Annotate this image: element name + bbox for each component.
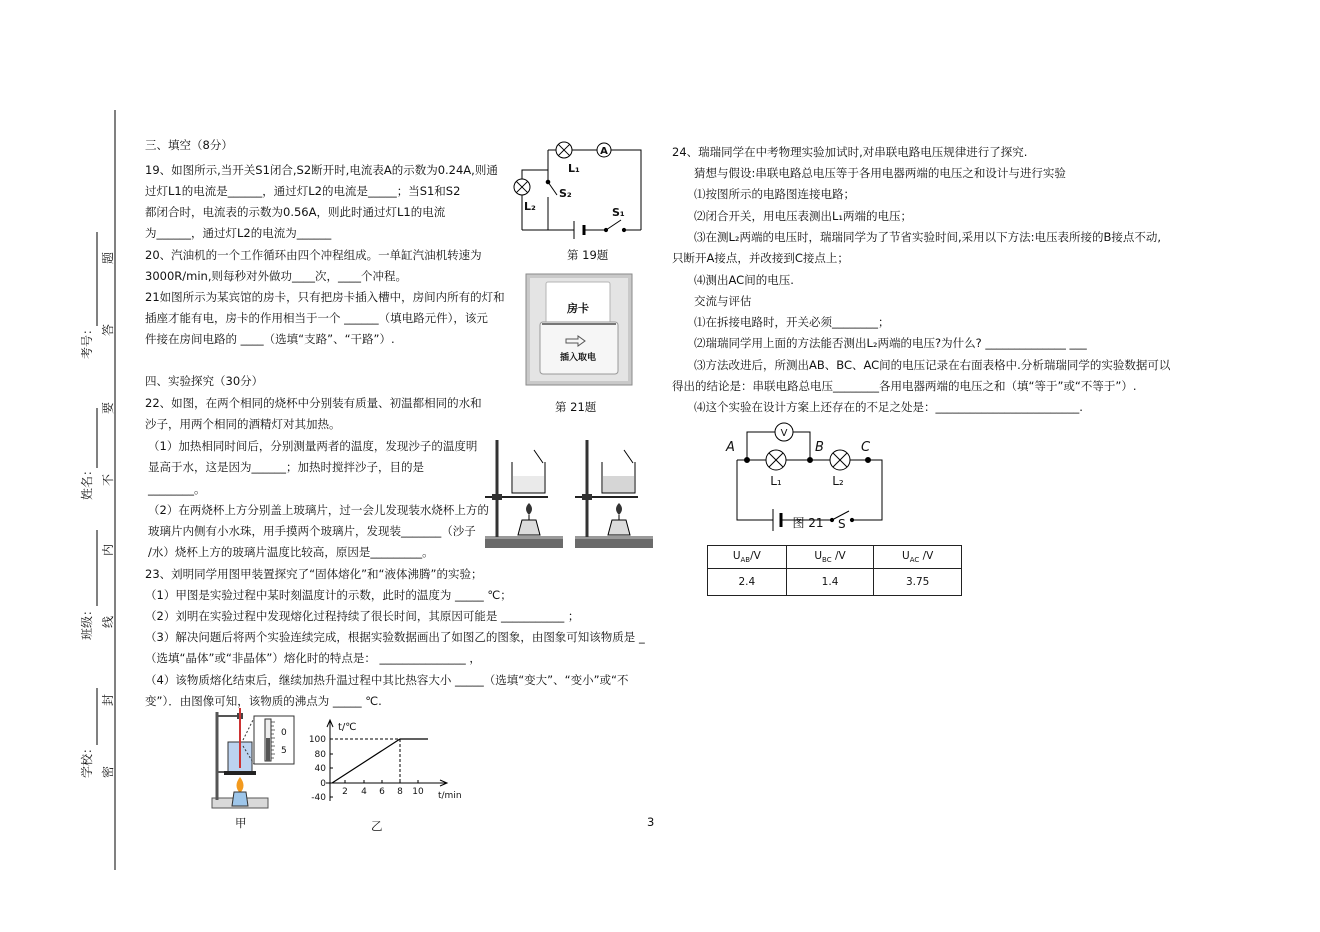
seal-char: 密 <box>101 765 115 779</box>
question-line: 得出的结论是：串联电路总电压________各用电器两端的电压之和（填“等于”或“不等于”）. <box>672 379 1137 393</box>
question-line: （2）刘明在实验过程中发现熔化过程持续了很长时间，其原因可能是 ___________ ； <box>145 609 580 623</box>
table-header-cell: $U_{BC}$ /V <box>786 546 874 569</box>
question-line: ⑷测出AC间的电压. <box>694 273 794 287</box>
circuit24-caption: 图 21 <box>792 516 824 530</box>
question-line: 插座才能有电，房卡的作用相当于一个 ______（填电路元件），该元 <box>145 311 488 325</box>
melting-apparatus-jia <box>212 708 294 808</box>
seal-char: 题 <box>101 251 115 265</box>
seal-char: 线 <box>101 615 115 629</box>
exam-number-label: 考号： <box>80 322 94 360</box>
question-line: 显高于水，这是因为______；加热时搅拌沙子，目的是 <box>148 460 424 474</box>
voltmeter-label: V <box>780 428 788 439</box>
question-line: ⑴在拆接电路时，开关必须________； <box>694 315 890 329</box>
seal-char: 封 <box>101 693 115 707</box>
question-line: ⑵闭合开关，用电压表测出L₁两端的电压； <box>694 209 913 223</box>
room-card-text: 房卡 <box>567 302 589 315</box>
question-line: ⑴按图所示的电路图连接电路； <box>694 187 855 201</box>
lamp-l1-label: L₁ <box>770 474 782 488</box>
section-heading-fill-in: 三、填空（8分） <box>145 138 233 152</box>
question-line: 21如图所示为某宾馆的房卡，只有把房卡插入槽中，房间内所有的灯和 <box>145 290 505 304</box>
beaker-stand-sand <box>575 440 653 548</box>
graph-y-tick: 100 <box>308 735 326 745</box>
graph-x-axis-label: t/min <box>438 791 462 801</box>
question-line: （1）加热相同时间后，分别测量两者的温度，发现沙子的温度明 <box>148 439 478 453</box>
student-name-label: 姓名： <box>80 463 94 501</box>
fig19-s2-label: S₂ <box>559 187 572 200</box>
graph-x-tick: 8 <box>397 787 403 797</box>
question-line: 20、汽油机的一个工作循环由四个冲程组成。一单缸汽油机转速为 <box>145 248 482 262</box>
lamp-l2-label: L₂ <box>832 474 844 488</box>
question-line: （2）在两烧杯上方分别盖上玻璃片，过一会儿发现装水烧杯上方的 <box>148 503 489 517</box>
seal-char: 要 <box>101 401 115 415</box>
node-a-label: A <box>726 440 735 455</box>
question-line: ⑵瑞瑞同学用上面的方法能否测出L₂两端的电压?为什么? ______________ ___ <box>694 336 1087 350</box>
question-line: ⑶在测L₂两端的电压时，瑞瑞同学为了节省实验时间,采用以下方法:电压表所接的B接点不动, <box>694 230 1162 244</box>
figure-21-caption: 第 21题 <box>555 400 597 414</box>
seal-char: 答 <box>101 323 115 337</box>
question-line: ⑶方法改进后，所测出AB、BC、AC间的电压记录在右面表格中.分析瑞瑞同学的实验数据可以 <box>694 358 1171 372</box>
question-line: ________。 <box>148 482 206 496</box>
thermometer-scale-top: 0 <box>281 728 287 738</box>
table-cell: 1.4 <box>786 569 874 596</box>
circuit-figure-19 <box>514 142 641 239</box>
table-row <box>708 569 962 596</box>
seal-char: 不 <box>101 473 115 487</box>
question-line: 只断开A接点，并改接到C接点上； <box>672 251 849 265</box>
beaker-stand-water <box>485 440 563 548</box>
table-header-row <box>708 546 962 569</box>
graph-x-tick: 4 <box>361 787 367 797</box>
fig19-l2-label: L₂ <box>524 200 536 213</box>
question-line: 交流与评估 <box>694 294 752 308</box>
graph-y-axis-label: t/℃ <box>338 722 357 733</box>
question-line: （3）解决问题后将两个实验连续完成，根据实验数据画出了如图乙的图象，由图象可知该物质是 _ <box>145 630 645 644</box>
question-line: （选填“晶体”或“非晶体”）熔化时的特点是： _______________ ， <box>145 651 481 665</box>
graph-x-tick: 2 <box>342 787 348 797</box>
question-line: 玻璃片内侧有小水珠，用手摸两个玻璃片，发现装_______（沙子 <box>148 524 476 538</box>
class-label: 班级： <box>80 603 94 641</box>
school-label: 学校： <box>80 741 94 779</box>
question-line: 22、如图，在两个相同的烧杯中分别装有质量、初温都相同的水和 <box>145 396 482 410</box>
question-line: 件接在房间电路的 ____（选填“支路”、“干路”）. <box>145 332 395 346</box>
section-heading-experiment: 四、实验探究（30分） <box>145 374 264 388</box>
question-line: 3000R/min,则每秒对外做功____次，____个冲程。 <box>145 269 407 283</box>
table-cell: 2.4 <box>708 569 787 596</box>
fig19-l1-label: L₁ <box>568 162 580 175</box>
page-number: 3 <box>647 815 655 829</box>
graph-y-tick: -40 <box>311 793 326 803</box>
graph-y-tick: 0 <box>320 779 326 789</box>
graph-y-tick: 80 <box>314 750 326 760</box>
graph-y-tick: 40 <box>314 764 326 774</box>
figure-19-caption: 第 19题 <box>567 248 609 262</box>
node-c-label: C <box>861 440 871 455</box>
question-line: （4）该物质熔化结束后，继续加热升温过程中其比热容大小 _____（选填“变大”、“变小”或“不 <box>145 673 629 687</box>
table-header-cell: $U_{AC}$ /V <box>874 546 962 569</box>
thermometer-scale-bottom: 5 <box>281 746 287 756</box>
question-line: （1）甲图是实验过程中某时刻温度计的示数，此时的温度为 _____ ℃； <box>145 588 512 602</box>
seal-char: 内 <box>101 543 115 557</box>
question-line: 23、刘明同学用图甲装置探究了“固体熔化”和“液体沸腾”的实验； <box>145 567 483 581</box>
figure-jia-caption: 甲 <box>235 816 247 830</box>
voltage-data-table <box>707 545 962 596</box>
switch-s-label: S <box>838 517 846 531</box>
question-line: 24、瑞瑞同学在中考物理实验加试时,对串联电路电压规律进行了探究. <box>672 145 1028 159</box>
figure-yi-caption: 乙 <box>371 819 383 833</box>
table-cell: 3.75 <box>874 569 962 596</box>
question-line: ⑷这个实验在设计方案上还存在的不足之处是：_________________________. <box>694 400 1083 414</box>
graph-x-tick: 6 <box>379 787 385 797</box>
question-line: /水）烧杯上方的玻璃片温度比较高，原因是_________。 <box>148 545 434 559</box>
graph-x-tick: 10 <box>412 787 424 797</box>
question-line: 猜想与假设:串联电路总电压等于各用电器两端的电压之和设计与进行实验 <box>694 166 1066 180</box>
table-header-cell: $U_{AB}/V$ <box>708 546 787 569</box>
node-b-label: B <box>815 440 824 455</box>
fig19-ammeter-label: A <box>600 146 608 157</box>
question-line: 为______，通过灯L2的电流为______ <box>145 226 332 240</box>
question-line: 沙子，用两个相同的酒精灯对其加热。 <box>145 417 341 431</box>
question-line: 变”）．由图像可知，该物质的沸点为 _____ ℃. <box>145 694 382 708</box>
question-line: 过灯L1的电流是______，通过灯L2的电流是_____；当S1和S2 <box>145 184 461 198</box>
question-line: 都闭合时，电流表的示数为0.56A，则此时通过灯L1的电流 <box>145 205 446 219</box>
card-slot-text: 插入取电 <box>559 353 597 363</box>
room-card-photo <box>526 274 632 385</box>
fig19-s1-label: S₁ <box>612 206 625 219</box>
question-line: 19、如图所示,当开关S1闭合,S2断开时,电流表A的示数为0.24A,则通 <box>145 163 498 177</box>
